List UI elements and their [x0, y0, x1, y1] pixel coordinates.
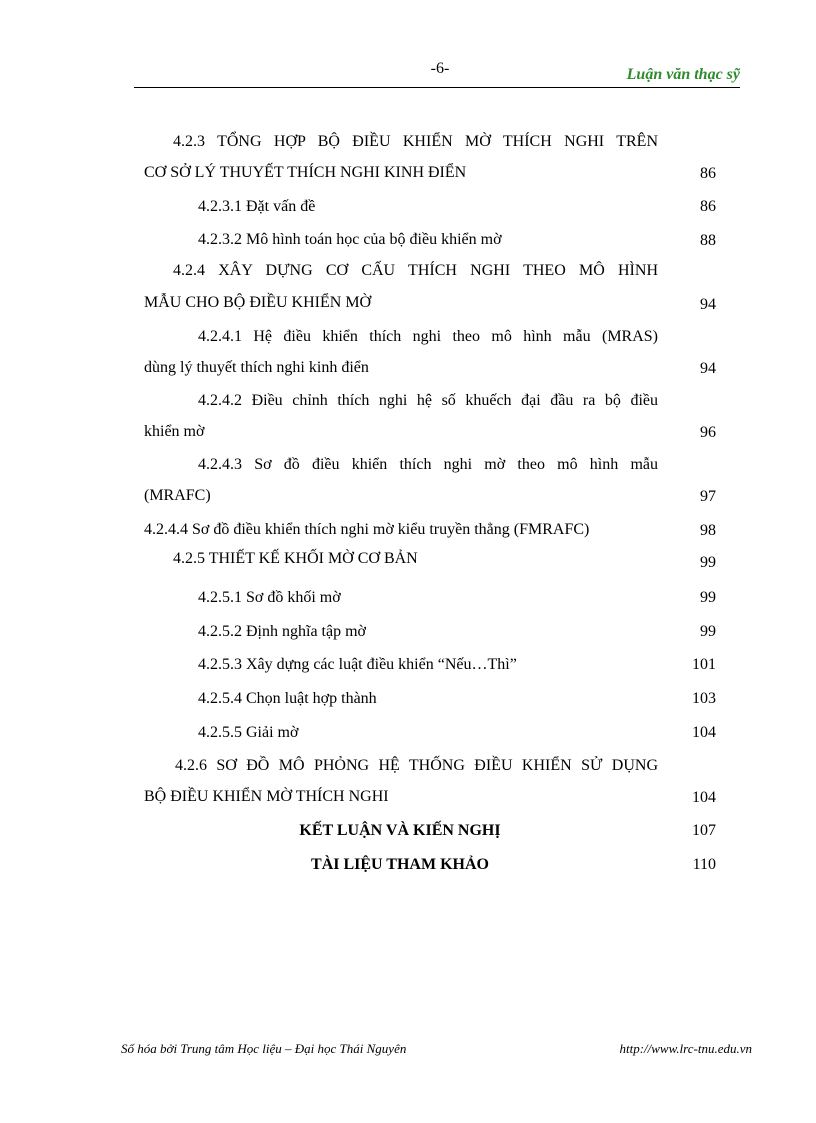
toc-entry-4-2-4-3-line1: 4.2.4.3 Sơ đồ điều khiển thích nghi mờ theo mô hình mẫu [198, 456, 658, 473]
toc-entry-4-2-5-2: 4.2.5.2 Định nghĩa tập mờ [198, 623, 366, 640]
toc-page-number: 86 [700, 198, 716, 215]
toc-page-number: 99 [700, 623, 716, 640]
document-title: Luận văn thạc sỹ [626, 66, 740, 83]
toc-entry-4-2-3-line2: CƠ SỞ LÝ THUYẾT THÍCH NGHI KINH ĐIỂN [144, 164, 467, 181]
toc-entry-4-2-5-3: 4.2.5.3 Xây dựng các luật điều khiển “Nếu…Thì” [198, 656, 517, 673]
toc-entry-4-2-5-5: 4.2.5.5 Giải mờ [198, 724, 299, 741]
toc-page-number: 104 [692, 789, 716, 806]
toc-page-number: 96 [700, 424, 716, 441]
toc-entry-4-2-6-line1: 4.2.6 SƠ ĐỒ MÔ PHỎNG HỆ THỐNG ĐIỀU KHIỂN SỬ DỤNG [175, 757, 658, 774]
toc-page-number: 104 [692, 724, 716, 741]
toc-entry-4-2-3-line1: 4.2.3 TỔNG HỢP BỘ ĐIỀU KHIỂN MỜ THÍCH NGHI TRÊN [173, 133, 658, 150]
toc-entry-references: TÀI LIỆU THAM KHẢO [311, 856, 489, 873]
toc-page-number: 97 [700, 488, 716, 505]
toc-entry-4-2-4-3-line2: (MRAFC) [144, 487, 211, 504]
toc-page-number: 86 [700, 165, 716, 182]
toc-page-number: 103 [692, 690, 716, 707]
toc-entry-4-2-4-line1: 4.2.4 XÂY DỰNG CƠ CẤU THÍCH NGHI THEO MÔ HÌNH [173, 262, 658, 279]
toc-entry-4-2-4-1-line1: 4.2.4.1 Hệ điều khiển thích nghi theo mô hình mẫu (MRAS) [198, 328, 658, 345]
toc-page-number: 99 [700, 554, 716, 571]
toc-page-number: 94 [700, 360, 716, 377]
toc-entry-4-2-4-line2: MẪU CHO BỘ ĐIỀU KHIỂN MỜ [144, 294, 372, 311]
footer-digitized-by: Số hóa bởi Trung tâm Học liệu – Đại học Thái Nguyên [121, 1041, 407, 1056]
toc-entry-4-2-3-2: 4.2.3.2 Mô hình toán học của bộ điều khiển mờ [198, 231, 502, 248]
toc-page-number: 101 [692, 656, 716, 673]
toc-entry-4-2-3-1: 4.2.3.1 Đặt vấn đề [198, 198, 316, 215]
toc-page-number: 98 [700, 522, 716, 539]
toc-page-number: 99 [700, 589, 716, 606]
toc-entry-4-2-5: 4.2.5 THIẾT KẾ KHỐI MỜ CƠ BẢN [173, 550, 418, 567]
header-rule [134, 87, 740, 88]
toc-entry-4-2-4-2-line1: 4.2.4.2 Điều chỉnh thích nghi hệ số khuếch đại đầu ra bộ điều [198, 392, 658, 409]
toc-entry-4-2-4-2-line2: khiển mờ [144, 423, 205, 440]
toc-page-number: 107 [692, 822, 716, 839]
toc-entry-4-2-5-4: 4.2.5.4 Chọn luật hợp thành [198, 690, 377, 707]
toc-page-number: 88 [700, 232, 716, 249]
toc-entry-4-2-4-1-line2: dùng lý thuyết thích nghi kinh điển [144, 359, 369, 376]
toc-entry-4-2-5-1: 4.2.5.1 Sơ đồ khối mờ [198, 589, 341, 606]
toc-page-number: 110 [692, 856, 716, 873]
toc-entry-4-2-6-line2: BỘ ĐIỀU KHIỂN MỜ THÍCH NGHI [144, 788, 389, 805]
page-number: -6- [430, 60, 450, 77]
toc-page-number: 94 [700, 296, 716, 313]
toc-entry-4-2-4-4: 4.2.4.4 Sơ đồ điều khiển thích nghi mờ kiểu truyền thẳng (FMRAFC) [144, 521, 590, 538]
footer-url: http://www.lrc-tnu.edu.vn [619, 1041, 752, 1056]
toc-entry-conclusion: KẾT LUẬN VÀ KIẾN NGHỊ [299, 822, 501, 839]
